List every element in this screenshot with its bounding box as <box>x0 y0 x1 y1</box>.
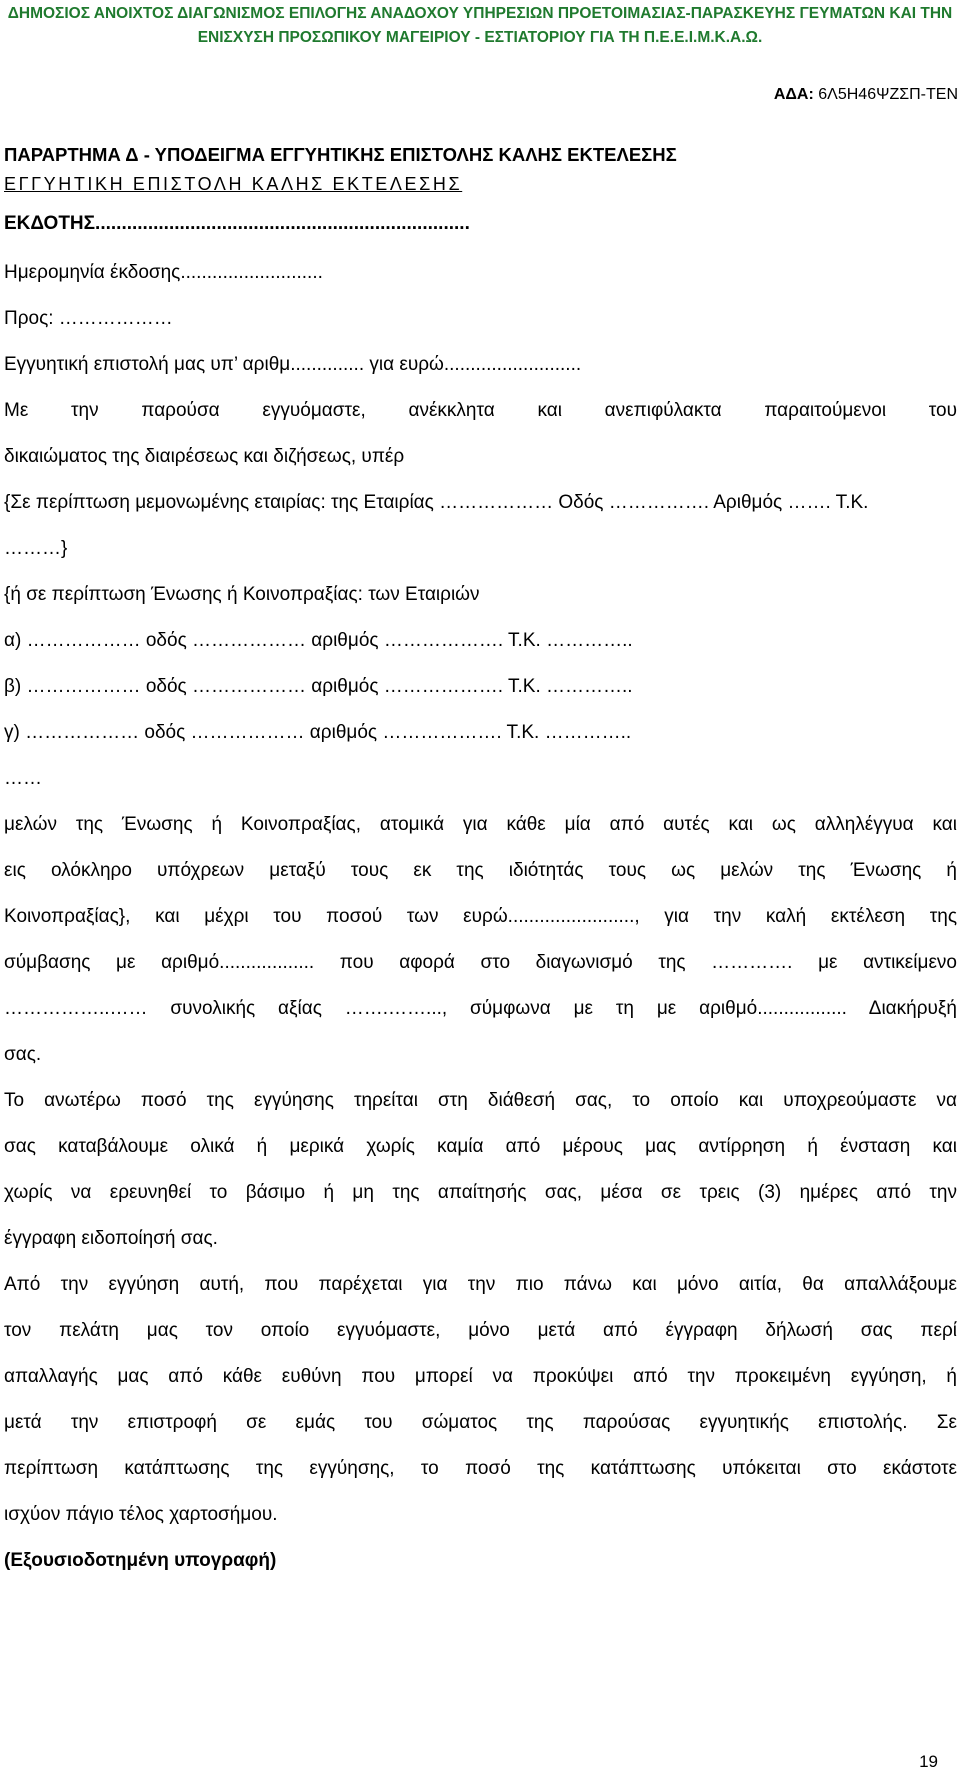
text-line: σας. <box>4 1044 42 1065</box>
text-line: ισχύον πάγιο τέλος χαρτοσήμου. <box>4 1504 278 1525</box>
authorized-signature: (Εξουσιοδοτημένη υπογραφή) <box>4 1550 277 1571</box>
ada-code <box>774 86 958 104</box>
text-line: περίπτωση κατάπτωσης της εγγύησης, το ποσό της κατάπτωσης υπόκειται στο εκάστοτε <box>4 1458 957 1479</box>
document-header <box>0 2 960 50</box>
payment-paragraph <box>4 1078 957 1262</box>
document-body <box>4 140 957 1584</box>
letter-title: ΕΓΓΥΗΤΙΚΗ ΕΠΙΣΤΟΛΗ ΚΑΛΗΣ ΕΚΤΕΛΕΣΗΣ <box>4 174 463 194</box>
header-line-1: ΔΗΜΟΣΙΟΣ ΑΝΟΙΧΤΟΣ ΔΙΑΓΩΝΙΣΜΟΣ ΕΠΙΛΟΓΗΣ ΑΝΑΔΟΧΟΥ ΥΠΗΡΕΣΙΩΝ ΠΡΟΕΤΟΙΜΑΣΙΑΣ-ΠΑΡΑΣΚΕΥΗΣ ΓΕΥΜΑΤΩΝ ΚΑΙ ΤΗΝ <box>7 5 953 22</box>
text-line: εις ολόκληρο υπόχρεων μεταξύ τους εκ της ιδιότητάς τους ως μελών της Ένωσης ή <box>4 860 957 881</box>
text-line: μετά την επιστροφή σε εμάς του σώματος της παρούσας εγγυητικής επιστολής. Σε <box>4 1412 957 1433</box>
ada-value: 6Λ5Η46ΨΖΣΠ-ΤΕΝ <box>818 86 958 103</box>
consortium-clause <box>4 572 957 802</box>
page-number: 19 <box>919 1752 938 1771</box>
text-line: Το ανωτέρω ποσό της εγγύησης τηρείται στη διάθεσή σας, το οποίο και υποχρεούμαστε να <box>4 1090 957 1111</box>
text-line: έγγραφη ειδοποίησή σας. <box>4 1228 218 1249</box>
header-line-2: ΕΝΙΣΧΥΣΗ ΠΡΟΣΩΠΙΚΟΥ ΜΑΓΕΙΡΙΟΥ - ΕΣΤΙΑΤΟΡΙΟΥ ΓΙΑ ΤΗ Π.Ε.Ε.Ι.Μ.Κ.Α.Ω. <box>197 29 763 46</box>
text-line: τον πελάτη μας τον οποίο εγγυόμαστε, μόνο μετά από έγγραφη δήλωσή σας περί <box>4 1320 957 1341</box>
text-line: {ή σε περίπτωση Ένωσης ή Κοινοπραξίας: των Εταιριών <box>4 584 480 605</box>
issuer-line: ΕΚΔΟΤΗΣ....................................................................... <box>4 213 470 234</box>
text-line: ………} <box>4 538 68 559</box>
annex-title: ΠΑΡΑΡΤΗΜΑ Δ - ΥΠΟΔΕΙΓΜΑ ΕΓΓΥΗΤΙΚΗΣ ΕΠΙΣΤΟΛΗΣ ΚΑΛΗΣ ΕΚΤΕΛΕΣΗΣ <box>4 144 677 165</box>
text-line: {Σε περίπτωση μεμονωμένης εταιρίας: της Εταιρίας ……………… Οδός ……………. Αριθμός ……. Τ.Κ. <box>4 492 869 513</box>
text-line: δικαιώματος της διαιρέσεως και διζήσεως, υπέρ <box>4 446 405 467</box>
text-line: σύμβασης με αριθμό.................. που αφορά στο διαγωνισμό της …………. με αντικείμενο <box>4 952 957 973</box>
text-line: ……………..…… συνολικής αξίας …….……..., σύμφωνα με τη με αριθμό................. Διακήρυξή <box>4 998 957 1019</box>
text-line: χωρίς να ερευνηθεί το βάσιμο ή μη της απαίτησής σας, μέσα σε τρεις (3) ημέρες από την <box>4 1182 957 1203</box>
text-line: Από την εγγύηση αυτή, που παρέχεται για την πιο πάνω και μόνο αιτία, θα απαλλάξουμε <box>4 1274 957 1295</box>
text-line: Με την παρούσα εγγυόμαστε, ανέκκλητα και ανεπιφύλακτα παραιτούμενοι του <box>4 400 957 421</box>
recipient-line: Προς: ……………… <box>4 308 173 329</box>
member-item-more: …… <box>4 768 42 789</box>
single-company-clause <box>4 480 957 572</box>
issue-date-line: Ημερομηνία έκδοσης........................... <box>4 262 323 283</box>
letter-reference-line: Εγγυητική επιστολή μας υπ’ αριθμ.............. για ευρώ.......................... <box>4 354 582 375</box>
member-item-c: γ) ……………… οδός ……………… αριθμός ………………. Τ.Κ. ………….. <box>4 722 632 743</box>
member-item-a: α) ……………… οδός ……………… αριθμός ………………. Τ.Κ. ………….. <box>4 630 633 651</box>
guarantee-intro-paragraph <box>4 388 957 480</box>
text-line: απαλλαγής μας από κάθε ευθύνη που μπορεί να προκύψει από την προκειμένη εγγύηση, ή <box>4 1366 957 1387</box>
text-line: Κοινοπραξίας}, και μέχρι του ποσού των ευρώ........................, για την καλή εκτέλεση της <box>4 906 957 927</box>
release-paragraph <box>4 1262 957 1538</box>
text-line: σας καταβάλουμε ολικά ή μερικά χωρίς καμία από μέρους μας αντίρρηση ή ένσταση και <box>4 1136 957 1157</box>
ada-label: ΑΔΑ: <box>773 86 814 103</box>
text-line: μελών της Ένωσης ή Κοινοπραξίας, ατομικά για κάθε μία από αυτές και ως αλληλέγγυα και <box>4 814 957 835</box>
members-paragraph <box>4 802 957 1078</box>
member-item-b: β) ……………… οδός ……………… αριθμός ………………. Τ.Κ. ………….. <box>4 676 633 697</box>
